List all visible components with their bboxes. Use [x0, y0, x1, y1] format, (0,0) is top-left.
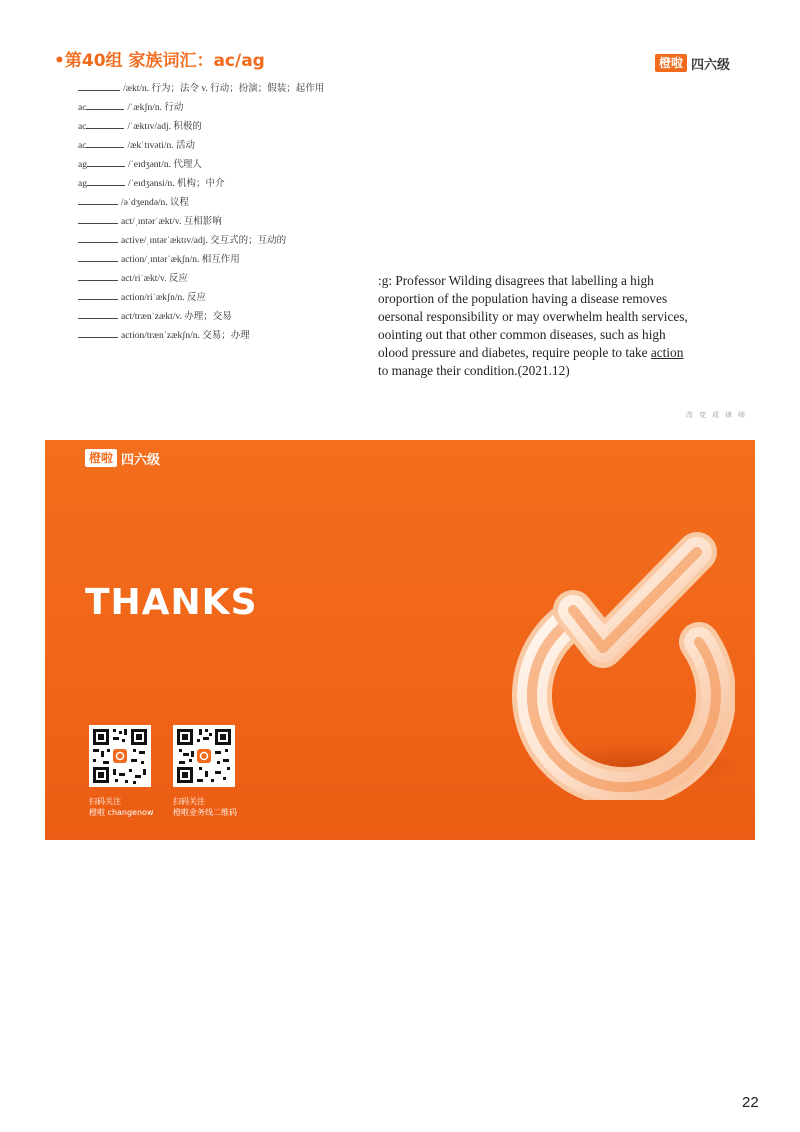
brand-logo [655, 53, 730, 73]
qr-code-business [173, 725, 235, 787]
fill-blank [86, 99, 124, 110]
fill-blank [78, 213, 118, 224]
qr-code-icon [173, 725, 235, 787]
word-entry: /ˈeɪdʒənsi/n. 机构；中介 [127, 179, 225, 189]
word-entry: act/trænˈzækt/v. 办理；交易 [121, 312, 232, 322]
example-line [378, 344, 738, 362]
fill-blank [86, 137, 124, 148]
example-line: :g: Professor Wilding disagrees that labelling a high [378, 273, 654, 288]
word-row [78, 232, 378, 251]
fill-blank [78, 327, 118, 338]
fill-blank [86, 118, 124, 129]
fill-blank [78, 232, 118, 243]
word-row [78, 118, 378, 137]
word-list [78, 80, 378, 346]
word-entry: /ˈeɪdʒənt/n. 代理人 [127, 160, 202, 170]
word-entry: /ækt/n. 行为；法令 v. 行动；扮演；假装；起作用 [123, 84, 325, 94]
thanks-heading: THANKS [85, 582, 258, 623]
example-sentence [378, 272, 738, 380]
example-line: oointing out that other common diseases, such as high [378, 327, 666, 342]
word-row [78, 175, 378, 194]
qr-code-changenow [89, 725, 151, 787]
word-entry: act/ˌɪntərˈækt/v. 互相影响 [121, 217, 222, 227]
page-number: 22 [742, 1094, 759, 1111]
word-entry: act/riˈækt/v. 反应 [121, 274, 188, 284]
word-row [78, 270, 378, 289]
example-line-text: olood pressure and diabetes, require people to take [378, 345, 651, 360]
underlined-word: action [650, 345, 684, 360]
fill-blank [78, 194, 118, 205]
word-prefix: ac [78, 141, 87, 151]
slide-title: •第40组 家族词汇：ac/ag [54, 51, 265, 71]
word-prefix: ac [78, 122, 87, 132]
fill-blank [78, 289, 118, 300]
brand-text: 四六级 [691, 57, 731, 73]
word-row [78, 137, 378, 156]
word-row [78, 308, 378, 327]
fill-blank [78, 251, 118, 262]
word-entry: /əˈdʒendə/n. 议程 [121, 198, 190, 208]
brand-box: 橙啦 [655, 54, 687, 72]
fill-blank [87, 175, 125, 186]
word-entry: /ækˈtɪvəti/n. 活动 [127, 141, 195, 151]
word-row [78, 156, 378, 175]
example-line: oroportion of the population having a disease removes [378, 291, 668, 306]
qr-caption-line: 扫码关注 [173, 797, 205, 806]
thanks-slide [45, 440, 755, 840]
slogan: 改变成律师 [686, 411, 751, 419]
word-entry: action/ˌɪntərˈækʃn/n. 相互作用 [121, 255, 240, 265]
word-entry: action/riˈækʃn/n. 反应 [121, 293, 206, 303]
word-row [78, 289, 378, 308]
qr-caption-line: 橙啦 changenow [89, 808, 154, 817]
qr-code-icon [89, 725, 151, 787]
word-prefix: ag [78, 160, 87, 170]
example-line: oersonal responsibility or may overwhelm health services, [378, 309, 688, 324]
word-entry: action/trænˈzækʃn/n. 交易；办理 [121, 331, 250, 341]
qr-caption-line: 扫码关注 [89, 797, 121, 806]
brand-3d-logo-icon [485, 520, 735, 800]
word-row [78, 251, 378, 270]
word-entry: /ˈæktɪv/adj. 积极的 [127, 122, 202, 132]
fill-blank [87, 156, 125, 167]
word-entry: active/ˌɪntərˈæktɪv/adj. 交互式的；互动的 [121, 236, 287, 246]
fill-blank [78, 308, 118, 319]
qr-caption-business [173, 796, 293, 818]
brand-logo-white [85, 448, 160, 468]
word-prefix: ac [78, 103, 87, 113]
word-row [78, 213, 378, 232]
word-prefix: ag [78, 179, 87, 189]
word-row [78, 327, 378, 346]
word-row [78, 80, 378, 99]
fill-blank [78, 270, 118, 281]
brand-box: 橙啦 [85, 449, 117, 467]
word-row [78, 194, 378, 213]
qr-caption-line: 橙啦业务线二维码 [173, 808, 237, 817]
example-line: to manage their condition.(2021.12) [378, 363, 570, 378]
vocabulary-slide [0, 0, 800, 440]
brand-text: 四六级 [121, 452, 161, 468]
word-entry: /ˈækʃn/n. 行动 [127, 103, 184, 113]
word-row [78, 99, 378, 118]
fill-blank [78, 80, 120, 91]
